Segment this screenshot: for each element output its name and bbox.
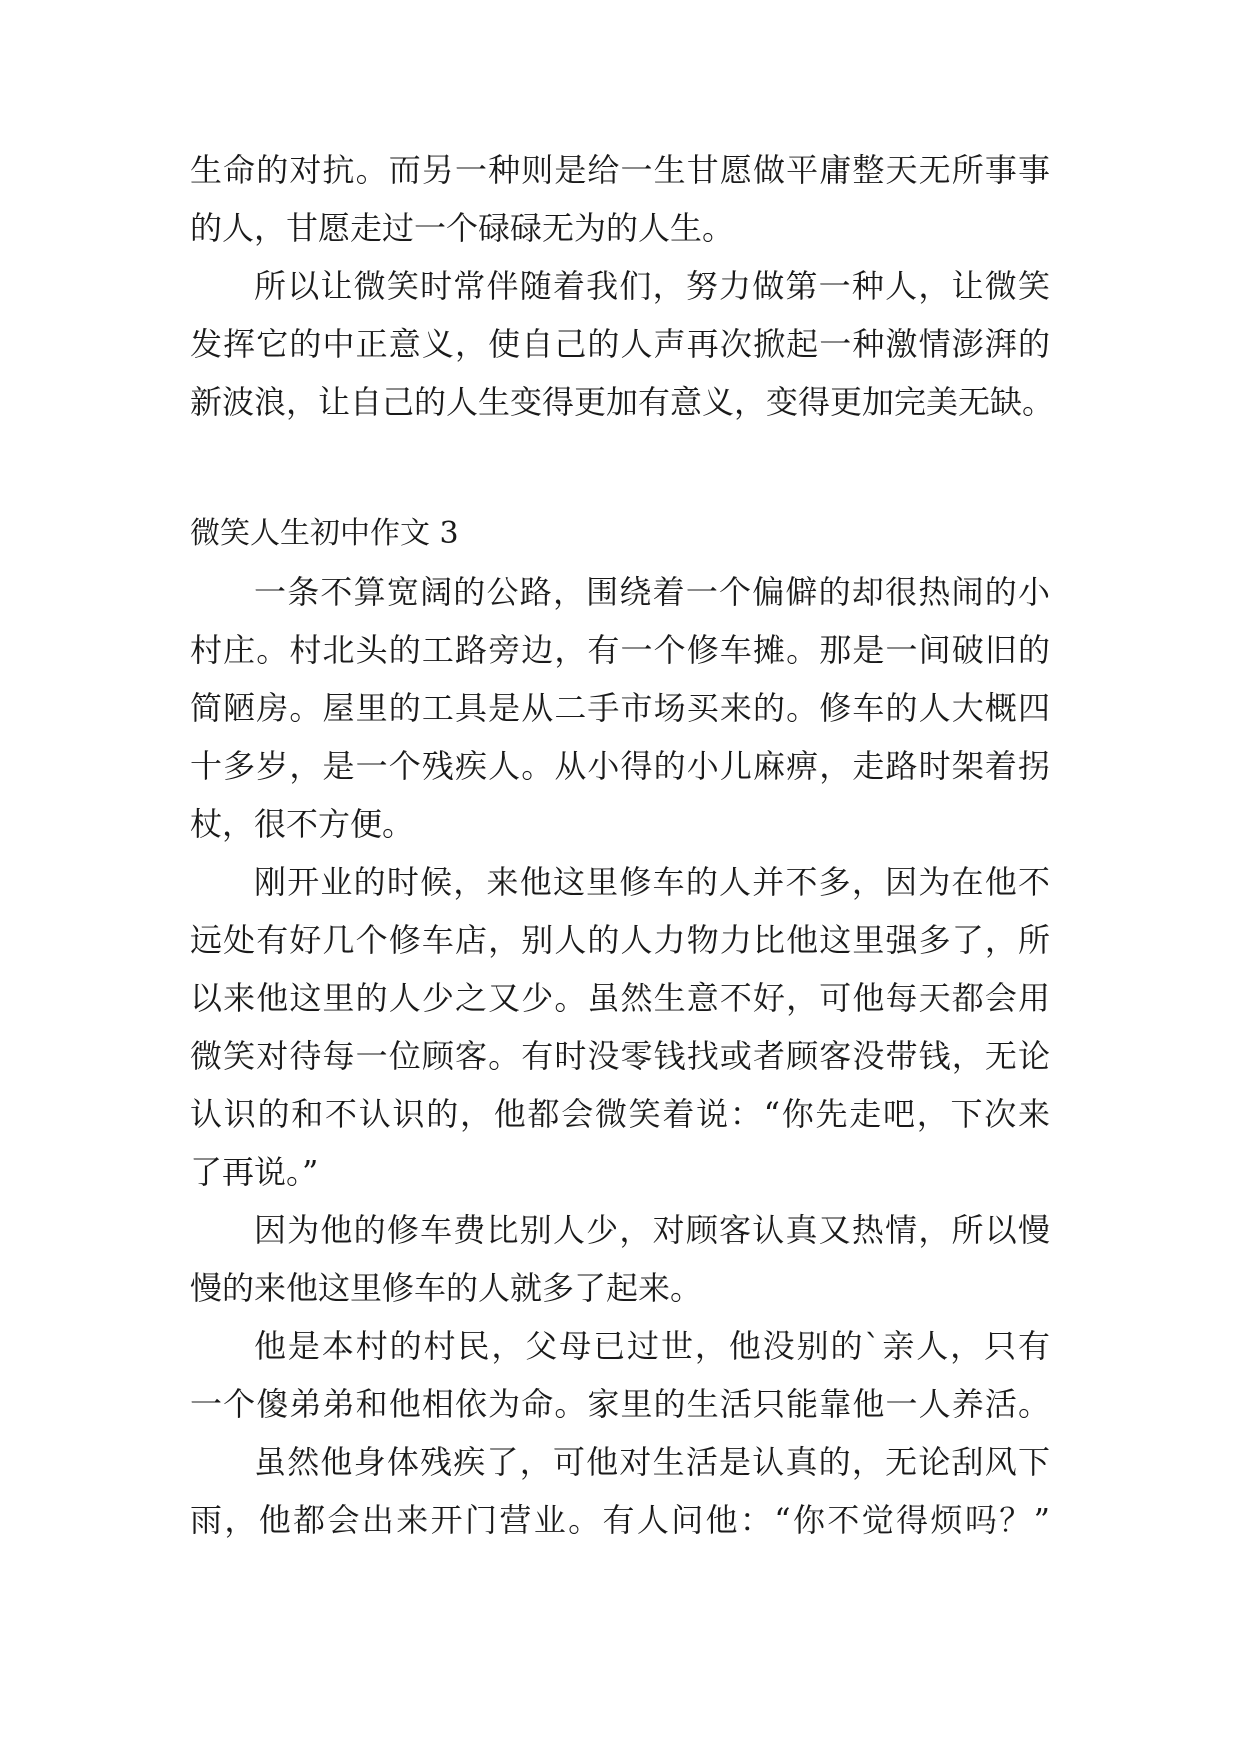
paragraph-line: 新波浪，让自己的人生变得更加有意义，变得更加完美无缺。 [190, 383, 1055, 421]
paragraph-line: 发挥它的中正意义，使自己的人声再次掀起一种激情澎湃的 [190, 325, 1050, 363]
paragraph-line: 一个傻弟弟和他相依为命。家里的生活只能靠他一人养活。 [190, 1385, 1050, 1423]
paragraph-line: 刚开业的时候，来他这里修车的人并不多，因为在他不 [254, 863, 1050, 901]
paragraph-line: 虽然他身体残疾了，可他对生活是认真的，无论刮风下 [254, 1443, 1050, 1481]
paragraph-line: 一条不算宽阔的公路，围绕着一个偏僻的却很热闹的小 [254, 573, 1050, 611]
paragraph-line: 生命的对抗。而另一种则是给一生甘愿做平庸整天无所事事 [190, 151, 1050, 189]
paragraph-line: 认识的和不认识的，他都会微笑着说：“你先走吧，下次来 [190, 1095, 1050, 1133]
paragraph-line: 他是本村的村民，父母已过世，他没别的`亲人，只有 [254, 1327, 1050, 1365]
paragraph-line: 微笑对待每一位顾客。有时没零钱找或者顾客没带钱，无论 [190, 1037, 1050, 1075]
paragraph-line: 的人，甘愿走过一个碌碌无为的人生。 [190, 209, 735, 247]
paragraph-line: 慢的来他这里修车的人就多了起来。 [190, 1269, 703, 1307]
paragraph-line: 所以让微笑时常伴随着我们，努力做第一种人，让微笑 [254, 267, 1050, 305]
paragraph-line: 简陋房。屋里的工具是从二手市场买来的。修车的人大概四 [190, 689, 1050, 727]
section-heading: 微笑人生初中作文 3 [190, 516, 459, 551]
paragraph-line: 雨，他都会出来开门营业。有人问他：“你不觉得烦吗？” [190, 1501, 1050, 1539]
paragraph-line: 了再说。” [190, 1153, 319, 1191]
paragraph-line: 远处有好几个修车店，别人的人力物力比他这里强多了，所 [190, 921, 1050, 959]
paragraph-line: 村庄。村北头的工路旁边，有一个修车摊。那是一间破旧的 [190, 631, 1050, 669]
paragraph-line: 因为他的修车费比别人少，对顾客认真又热情，所以慢 [254, 1211, 1050, 1249]
paragraph-line: 以来他这里的人少之又少。虽然生意不好，可他每天都会用 [190, 979, 1050, 1017]
paragraph-line: 杖，很不方便。 [190, 805, 415, 843]
paragraph-line: 十多岁，是一个残疾人。从小得的小儿麻痹，走路时架着拐 [190, 747, 1050, 785]
